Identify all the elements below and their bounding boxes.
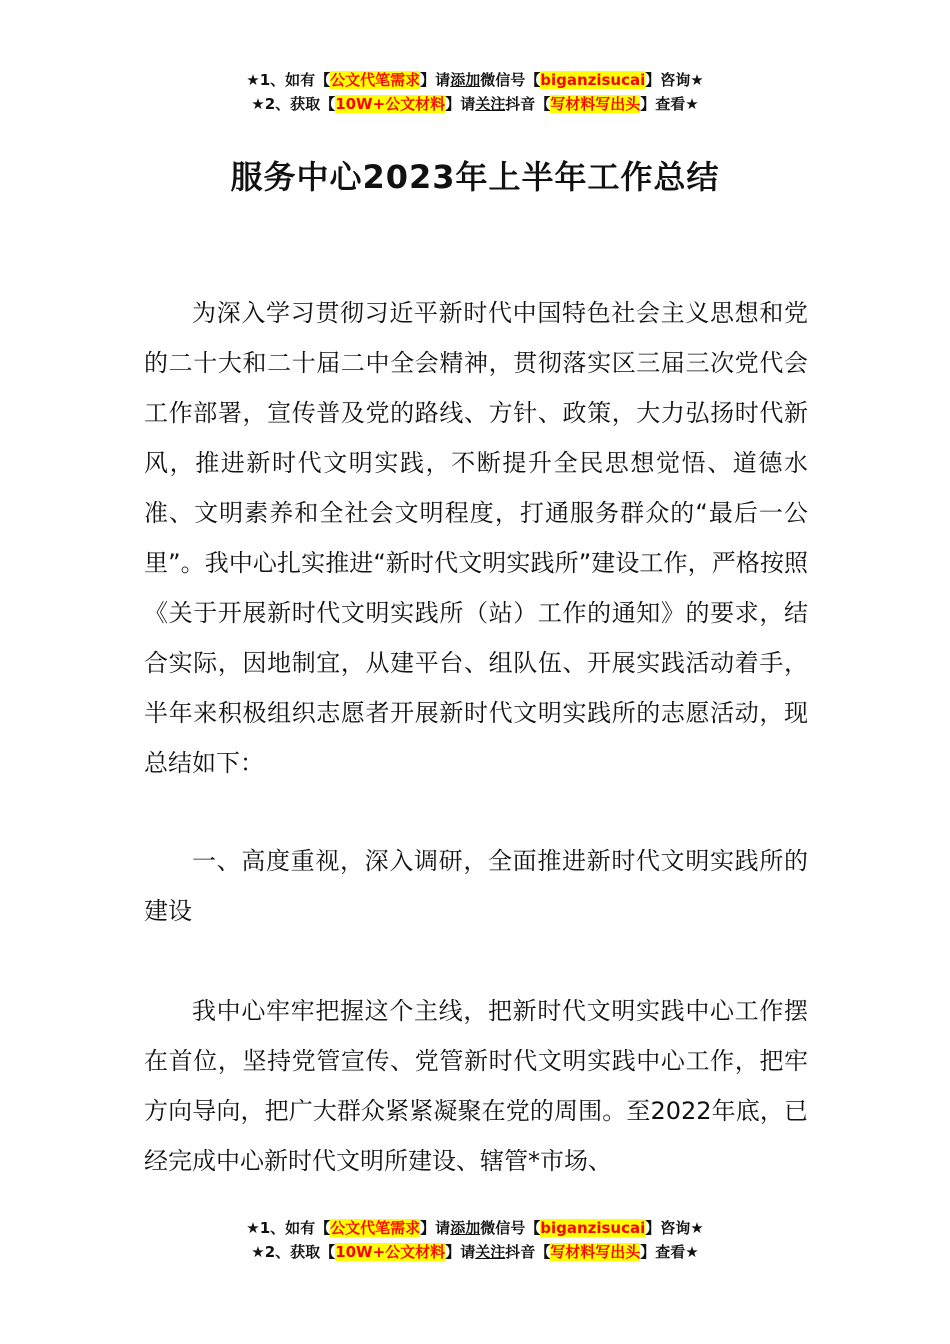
promo-highlight: 10W+公文材料 — [335, 95, 446, 113]
section-heading-text: 一、高度重视，深入调研，全面推进新时代文明实践所的建设 — [144, 847, 808, 925]
promo-text: 抖音【 — [505, 1243, 551, 1261]
paragraph-text: 为深入学习贯彻习近平新时代中国特色社会主义思想和党的二十大和二十届二中全会精神，贯彻落实区三届三次党代会工作部署，宣传普及党的路线、方针、政策，大力弘扬时代新风，推进新时代文明实践，不断提升全民思想觉悟、道德水准、文明素养和全社会文明程度，打通服务群众的“最后一公里”。我中心扎实推进“新时代文明实践所”建设工作，严格按照《关于开展新时代文明实践所（站）工作的通知》的要求，结合实际，因地制宜，从建平台、组队伍、开展实践活动着手，半年来积极组织志愿者开展新时代文明实践所的志愿活动，现总结如下： — [144, 299, 808, 777]
document-title: 服务中心2023年上半年工作总结 — [230, 158, 720, 196]
paragraph-text: 我中心牢牢把握这个主线，把新时代文明实践中心工作摆在首位，坚持党管宣传、党管新时代文明实践中心工作，把牢方向导向，把广大群众紧紧凝聚在党的周围。至2022年底，已经完成中心新时代文明所建设、辖管*市场、 — [144, 997, 808, 1175]
promo-highlight: 写材料写出头 — [550, 1243, 641, 1261]
promo-banner-top — [0, 68, 950, 116]
promo-line-1 — [0, 68, 950, 92]
promo-underline: 关注 — [475, 95, 506, 113]
promo-text: ★2、获取【 — [251, 1243, 336, 1261]
promo-text: 】请 — [445, 1243, 476, 1261]
promo-banner-bottom — [0, 1216, 950, 1264]
promo-text: 】咨询★ — [645, 71, 704, 89]
paragraph-intro — [144, 288, 808, 788]
promo-text: 】请 — [420, 71, 451, 89]
promo-text: 】查看★ — [640, 1243, 699, 1261]
promo-underline: 添加 — [450, 71, 481, 89]
promo-text: 微信号【 — [480, 1219, 541, 1237]
promo-highlight: 公文代笔需求 — [330, 1219, 421, 1237]
promo-highlight: 10W+公文材料 — [335, 1243, 446, 1261]
promo-text: 抖音【 — [505, 95, 551, 113]
promo-highlight: biganzisucai — [540, 71, 646, 89]
promo-line-2 — [0, 92, 950, 116]
promo-highlight: biganzisucai — [540, 1219, 646, 1237]
promo-text: ★1、如有【 — [246, 1219, 331, 1237]
promo-highlight: 写材料写出头 — [550, 95, 641, 113]
promo-underline: 关注 — [475, 1243, 506, 1261]
promo-text: 】咨询★ — [645, 1219, 704, 1237]
promo-line-1 — [0, 1216, 950, 1240]
promo-text: 】查看★ — [640, 95, 699, 113]
section-heading — [144, 836, 808, 936]
promo-text: 】请 — [420, 1219, 451, 1237]
promo-text: ★2、获取【 — [251, 95, 336, 113]
promo-line-2 — [0, 1240, 950, 1264]
paragraph-section-1 — [144, 986, 808, 1186]
promo-text: 】请 — [445, 95, 476, 113]
promo-underline: 添加 — [450, 1219, 481, 1237]
promo-highlight: 公文代笔需求 — [330, 71, 421, 89]
promo-text: 微信号【 — [480, 71, 541, 89]
promo-text: ★1、如有【 — [246, 71, 331, 89]
